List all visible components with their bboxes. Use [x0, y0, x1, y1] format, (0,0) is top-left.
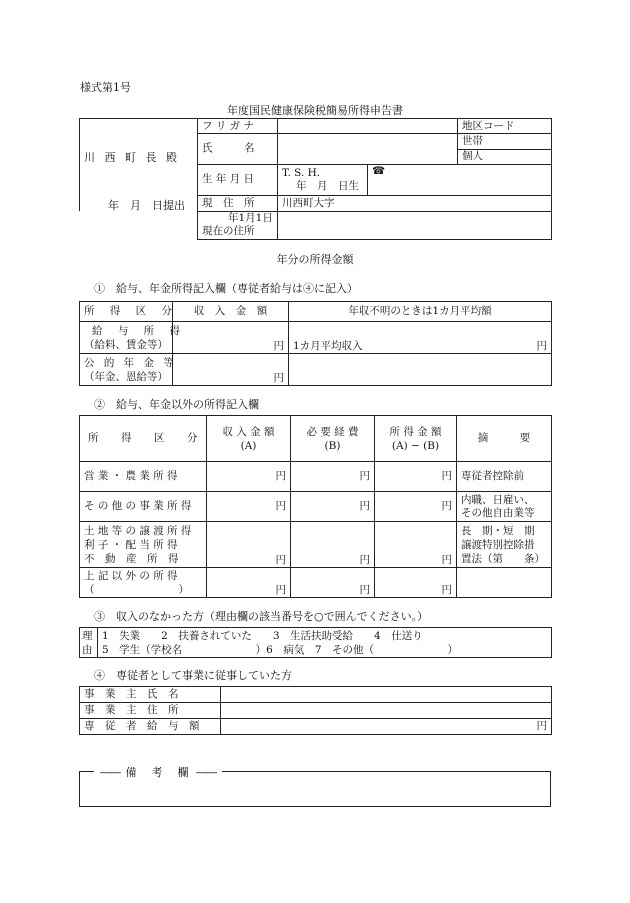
- section2-table: [79, 415, 552, 598]
- s2-col-category: 所 得 区 分: [80, 416, 207, 462]
- s2-col-net: 所 得 金 額 (A) − (B): [375, 416, 457, 462]
- section2-title: ② 給与、年金以外の所得記入欄: [94, 398, 259, 411]
- s2-business-expense[interactable]: 円: [291, 462, 375, 492]
- s2-land-expense[interactable]: 円: [291, 522, 375, 568]
- form-title: 年度国民健康保険税簡易所得申告書: [227, 104, 403, 117]
- s1-pension-amount[interactable]: 円: [173, 354, 289, 386]
- birth-ymd: 年 月 日生: [296, 179, 359, 192]
- s1-col-amount: 収 入 金 額: [173, 302, 289, 322]
- section3-title: ③ 収入のなかった方（理由欄の該当番号を○で囲んでください。）: [94, 610, 429, 623]
- form-number: 様式第1号: [80, 81, 131, 94]
- birth-era: T. S. H.: [282, 166, 321, 179]
- s2-misc-net[interactable]: 円: [375, 568, 457, 598]
- name-label: 氏 名: [198, 134, 278, 165]
- s1-col-note: 年収不明のときは1カ月平均額: [289, 302, 552, 322]
- s2-other-income[interactable]: 円: [207, 492, 291, 522]
- reason-label: 理 由: [80, 628, 98, 658]
- s2-col-expense: 必 要 経 費 (B): [291, 416, 375, 462]
- s2-col-summary: 摘 要: [457, 416, 552, 462]
- s1-col-category: 所 得 区 分: [80, 302, 173, 322]
- district-code: 地区コード: [458, 119, 552, 134]
- furigana-label: フ リ ガ ナ: [198, 119, 278, 134]
- s2-business-income[interactable]: 円: [207, 462, 291, 492]
- section4-title: ④ 専従者として事業に従事していた方: [94, 669, 292, 682]
- household-label: 世帯: [458, 134, 552, 150]
- prev-address-label: 年1月1日 現在の住所: [198, 211, 278, 239]
- s2-business-note: 専従者控除前: [457, 462, 552, 492]
- address-value: 川西町大字: [282, 196, 335, 209]
- income-heading: 年分の所得金額: [276, 253, 354, 266]
- section1-title: ① 給与、年金所得記入欄（専従者給与は④に記入）: [94, 282, 358, 295]
- s2-col-income: 収 入 金 額 (A): [207, 416, 291, 462]
- s2-land-net[interactable]: 円: [375, 522, 457, 568]
- s1-pension-note[interactable]: [289, 354, 552, 386]
- furigana-field[interactable]: [278, 119, 458, 134]
- phone-field[interactable]: [368, 164, 552, 195]
- section3-table: [79, 627, 552, 658]
- birthdate-field[interactable]: [278, 164, 368, 195]
- section4-table: [79, 686, 552, 735]
- address-label: 現 住 所: [198, 195, 278, 211]
- applicant-table: [79, 118, 552, 240]
- s2-business-net[interactable]: 円: [375, 462, 457, 492]
- s2-row-misc: 上 記 以 外 の 所 得 （ ）: [80, 568, 207, 598]
- s4-salary-label: 専 従 者 給 与 額: [80, 719, 221, 735]
- s2-land-income[interactable]: 円: [207, 522, 291, 568]
- s4-owner-name-field[interactable]: [221, 687, 552, 703]
- s2-row-other-business: そ の 他 の 事 業 所 得: [80, 492, 207, 522]
- remarks-label: ―― 備 考 欄 ――: [94, 764, 222, 780]
- address-field[interactable]: [278, 195, 552, 211]
- birthdate-label: 生 年 月 日: [198, 164, 278, 195]
- addressee: 川 西 町 長 殿: [84, 151, 180, 164]
- s1-salary-amount[interactable]: 円: [173, 322, 289, 354]
- s2-land-note: 長 期・短 期 譲渡特別控除措 置法（第 条）: [457, 522, 552, 568]
- reason-options[interactable]: 1 失業 2 扶養されていた 3 生活扶助受給 4 仕送り 5 学生（学校名 ）6 病気 7 その他（ ）: [98, 628, 552, 658]
- section1-table: [79, 301, 552, 386]
- prev-address-field[interactable]: [278, 211, 552, 239]
- s2-misc-expense[interactable]: 円: [291, 568, 375, 598]
- s2-other-note: 内職、日雇い、 その他自由業等: [457, 492, 552, 522]
- s2-misc-income[interactable]: 円: [207, 568, 291, 598]
- s2-row-land: 土 地 等 の 譲 渡 所 得 利 子 ・ 配 当 所 得 不 動 産 所 得: [80, 522, 207, 568]
- s4-owner-address-field[interactable]: [221, 703, 552, 719]
- s4-owner-address-label: 事 業 主 住 所: [80, 703, 221, 719]
- s1-row-salary: 給 与 所 得 （給料、賃金等）: [80, 322, 173, 354]
- s4-salary-field[interactable]: 円: [221, 719, 552, 735]
- s1-row-pension: 公 的 年 金 等 （年金、恩給等）: [80, 354, 173, 386]
- phone-icon: ☎: [372, 164, 386, 177]
- individual-label: 個人: [458, 149, 552, 164]
- s2-misc-note[interactable]: [457, 568, 552, 598]
- s2-other-expense[interactable]: 円: [291, 492, 375, 522]
- name-field[interactable]: [278, 134, 458, 165]
- s2-other-net[interactable]: 円: [375, 492, 457, 522]
- s4-owner-name-label: 事 業 主 氏 名: [80, 687, 221, 703]
- s2-row-business: 営 業 ・ 農 業 所 得: [80, 462, 207, 492]
- submit-date: 年 月 日提出: [108, 199, 185, 212]
- s1-salary-monthly[interactable]: 1カ月平均収入 円: [289, 322, 552, 354]
